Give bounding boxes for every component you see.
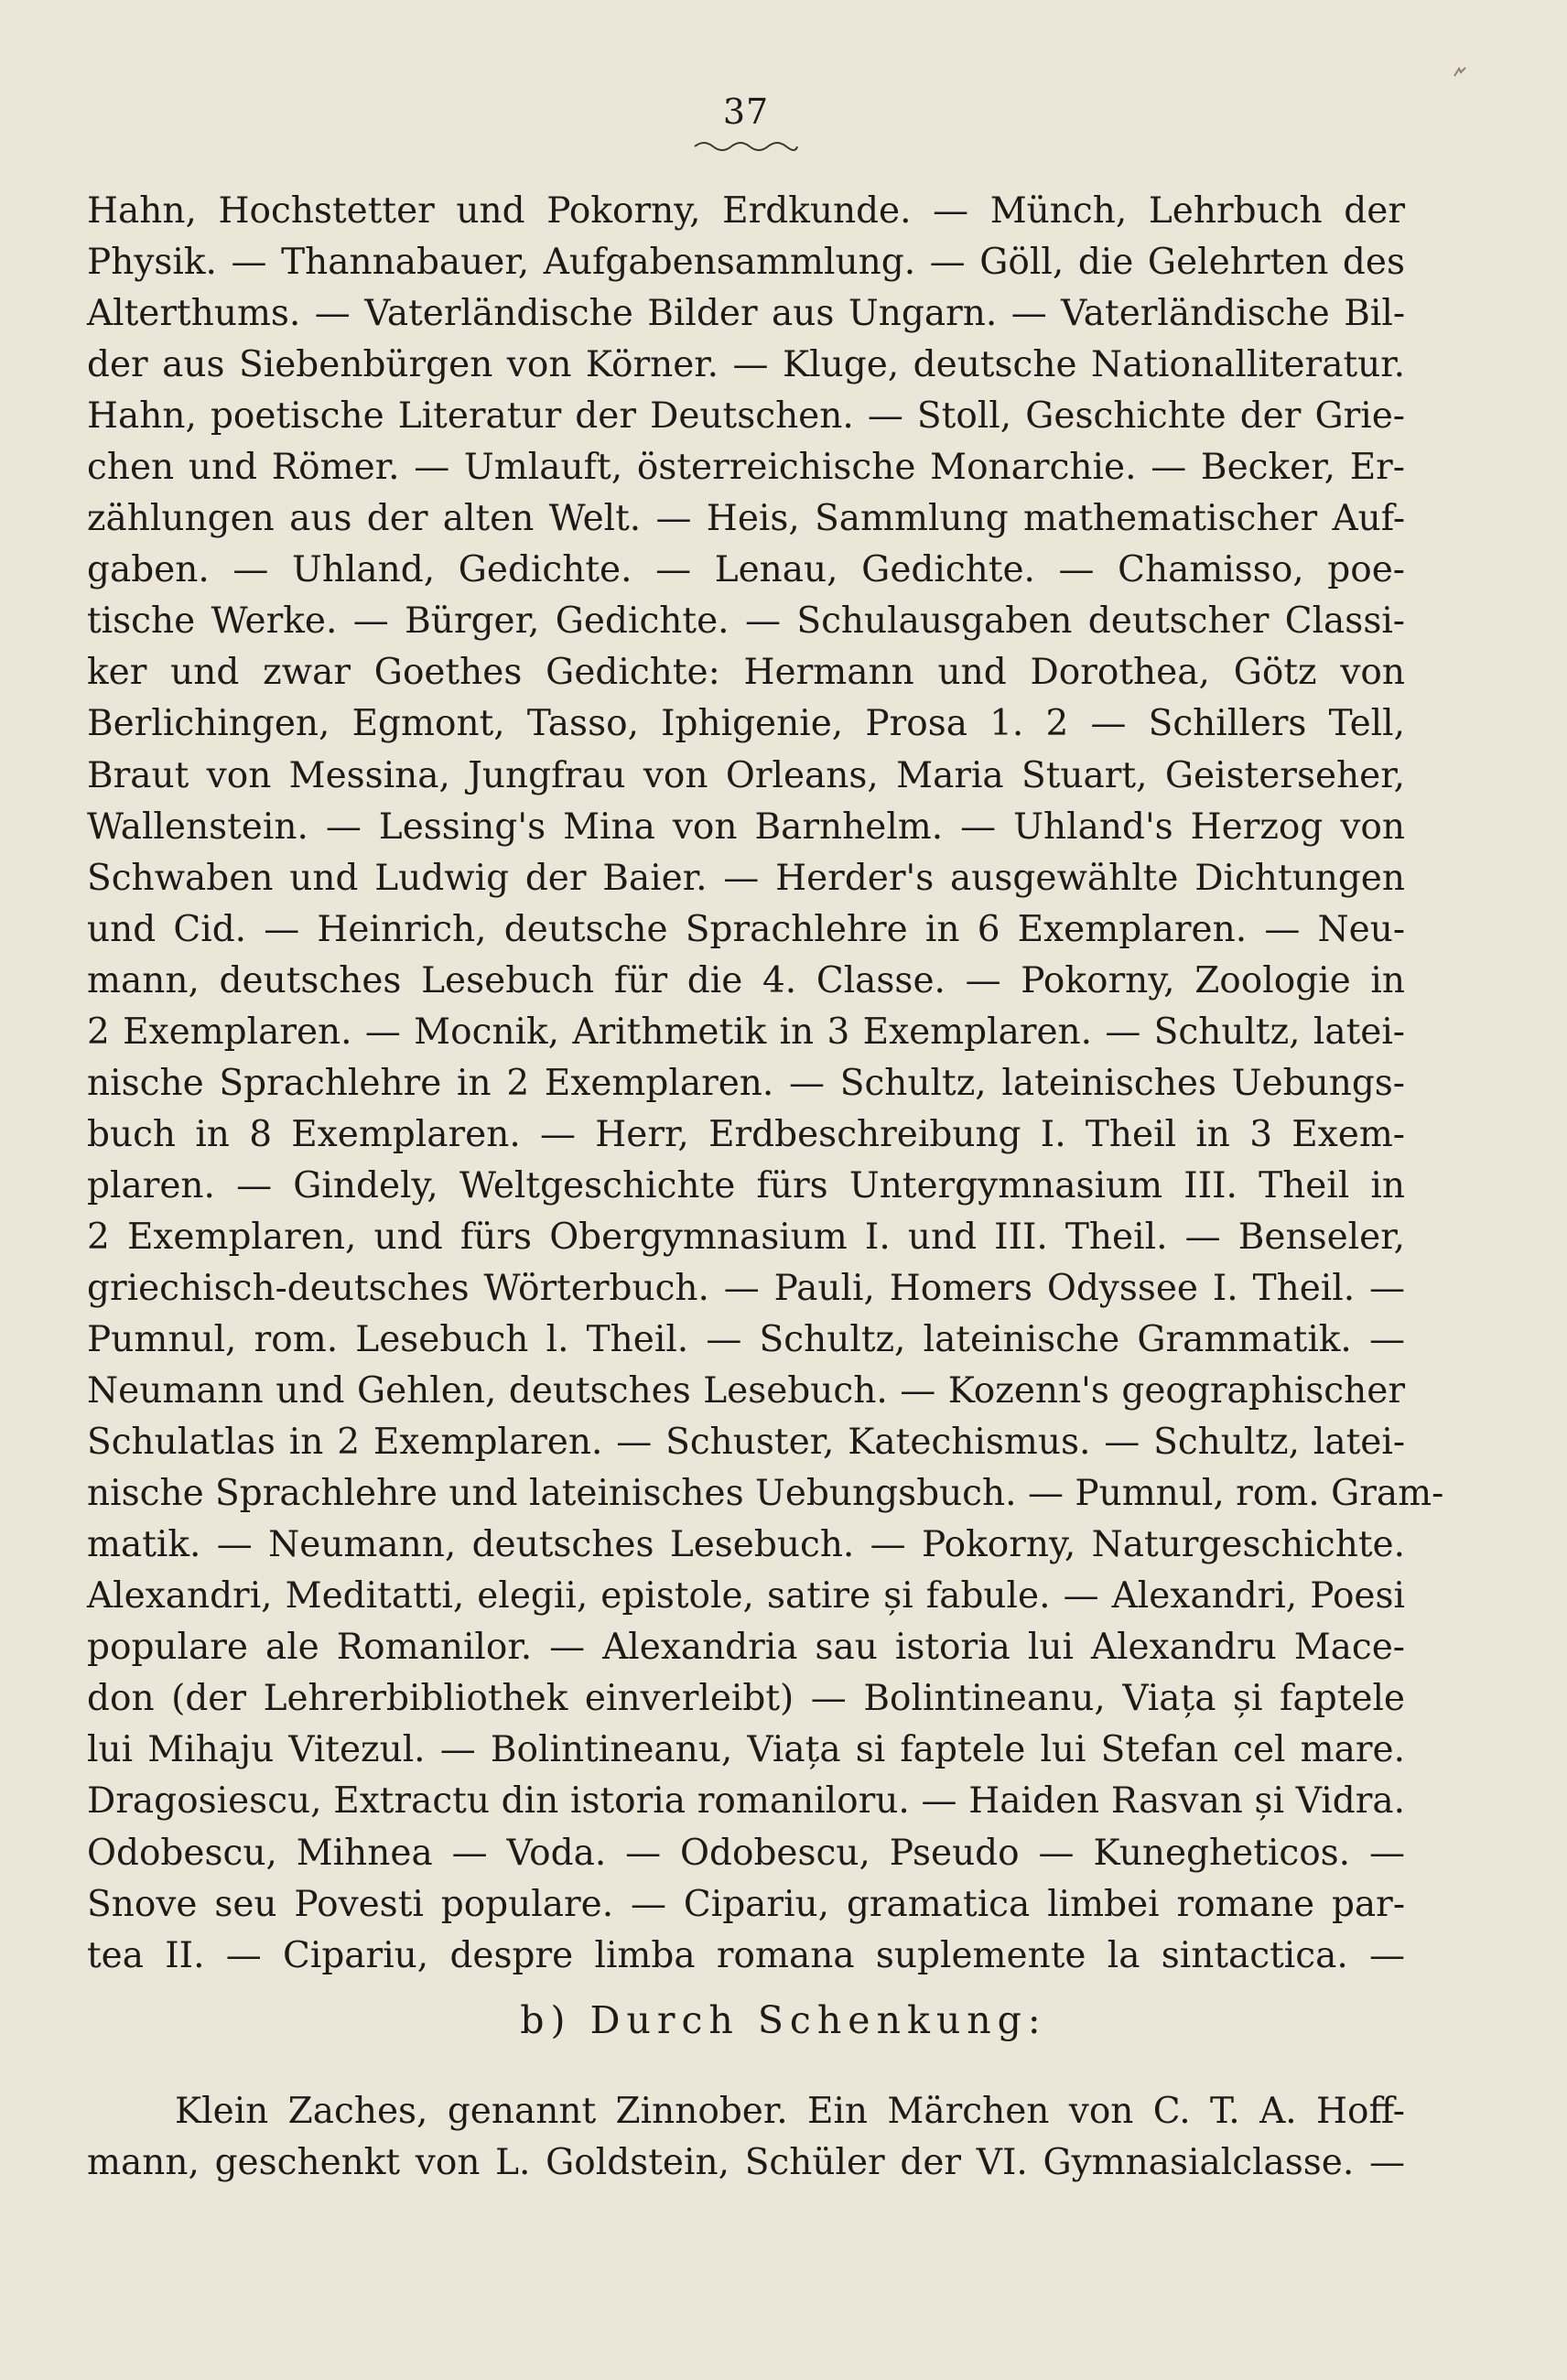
- text-line: Schwaben und Ludwig der Baier. — Herder's ausgewählte Dichtungen: [87, 857, 1405, 899]
- text-line: chen und Römer. — Umlauft, österreichische Monarchie. — Becker, Er-: [87, 447, 1405, 489]
- text-line: matik. — Neumann, deutsches Lesebuch. — Pokorny, Naturgeschichte.: [87, 1524, 1405, 1566]
- text-line: Alexandri, Meditatti, elegii, epistole, satire și fabule. — Alexandri, Poesi: [87, 1575, 1405, 1617]
- text-line: Wallenstein. — Lessing's Mina von Barnhelm. — Uhland's Herzog von: [87, 806, 1405, 848]
- text-line: Klein Zaches, genannt Zinnober. Ein Märchen von C. T. A. Hoff-: [175, 2091, 1405, 2132]
- text-line: Schulatlas in 2 Exemplaren. — Schuster, Katechismus. — Schultz, latei-: [87, 1422, 1405, 1464]
- text-line: populare ale Romanilor. — Alexandria sau istoria lui Alexandru Mace-: [87, 1627, 1405, 1669]
- text-line: zählungen aus der alten Welt. — Heis, Sammlung mathematischer Auf-: [87, 498, 1405, 540]
- text-line: 2 Exemplaren. — Mocnik, Arithmetik in 3 Exemplaren. — Schultz, latei-: [87, 1011, 1405, 1053]
- text-line: Dragosiescu, Extractu din istoria romaniloru. — Haiden Rasvan și Vidra.: [87, 1780, 1405, 1823]
- text-line: Neumann und Gehlen, deutsches Lesebuch. — Kozenn's geographischer: [87, 1370, 1405, 1412]
- text-line: Pumnul, rom. Lesebuch l. Theil. — Schultz, lateinische Grammatik. —: [87, 1319, 1405, 1361]
- text-line: Alterthums. — Vaterländische Bilder aus Ungarn. — Vaterländische Bil-: [87, 293, 1405, 335]
- text-line: Physik. — Thannabauer, Aufgabensammlung. — Göll, die Gelehrten des: [87, 242, 1405, 284]
- text-line: nische Sprachlehre und lateinisches Uebungsbuch. — Pumnul, rom. Gram-: [87, 1473, 1444, 1515]
- text-line: tische Werke. — Bürger, Gedichte. — Schulausgaben deutscher Classi-: [87, 600, 1405, 643]
- text-line: nische Sprachlehre in 2 Exemplaren. — Schultz, lateinisches Uebungs-: [87, 1062, 1405, 1104]
- gift-text-block: [87, 2086, 1405, 2189]
- text-line: 2 Exemplaren, und fürs Obergymnasium I. und III. Theil. — Benseler,: [87, 1216, 1405, 1258]
- text-line: Hahn, Hochstetter und Pokorny, Erdkunde. — Münch, Lehrbuch der: [87, 190, 1405, 232]
- text-line: plaren. — Gindely, Weltgeschichte fürs Untergymnasium III. Theil in: [87, 1164, 1405, 1206]
- main-text-block: [87, 186, 1444, 1982]
- text-line: Odobescu, Mihnea — Voda. — Odobescu, Pseudo — Kunegheticos. —: [87, 1832, 1405, 1874]
- page-number: 37: [722, 92, 770, 132]
- text-line: lui Mihaju Vitezul. — Bolintineanu, Viața si faptele lui Stefan cel mare.: [87, 1729, 1405, 1771]
- section-heading-schenkung: b) Durch Schenkung:: [520, 1998, 1047, 2042]
- page-number-flourish: [691, 137, 801, 156]
- text-line: mann, deutsches Lesebuch für die 4. Classe. — Pokorny, Zoologie in: [87, 959, 1405, 1001]
- text-line: don (der Lehrerbibliothek einverleibt) — Bolintineanu, Viața și faptele: [87, 1678, 1405, 1720]
- text-line: griechisch-deutsches Wörterbuch. — Pauli, Homers Odyssee I. Theil. —: [87, 1267, 1405, 1309]
- text-line: und Cid. — Heinrich, deutsche Sprachlehre in 6 Exemplaren. — Neu-: [87, 908, 1405, 950]
- text-line: Hahn, poetische Literatur der Deutschen. — Stoll, Geschichte der Grie-: [87, 395, 1405, 438]
- text-line: Snove seu Povesti populare. — Cipariu, gramatica limbei romane par-: [87, 1883, 1405, 1925]
- text-line: gaben. — Uhland, Gedichte. — Lenau, Gedichte. — Chamisso, poe-: [87, 549, 1405, 591]
- text-line: mann, geschenkt von L. Goldstein, Schüler der VI. Gymnasialclasse. —: [87, 2142, 1405, 2184]
- text-line: ker und zwar Goethes Gedichte: Hermann und Dorothea, Götz von: [87, 652, 1405, 694]
- text-line: tea II. — Cipariu, despre limba romana suplemente la sintactica. —: [87, 1934, 1405, 1976]
- ink-speck-mark: [1454, 67, 1466, 78]
- text-line: der aus Siebenbürgen von Körner. — Kluge, deutsche Nationalliteratur.: [87, 344, 1405, 386]
- text-line: Berlichingen, Egmont, Tasso, Iphigenie, Prosa 1. 2 — Schillers Tell,: [87, 703, 1405, 745]
- text-line: Braut von Messina, Jungfrau von Orleans, Maria Stuart, Geisterseher,: [87, 754, 1405, 796]
- text-line: buch in 8 Exemplaren. — Herr, Erdbeschreibung I. Theil in 3 Exem-: [87, 1113, 1405, 1155]
